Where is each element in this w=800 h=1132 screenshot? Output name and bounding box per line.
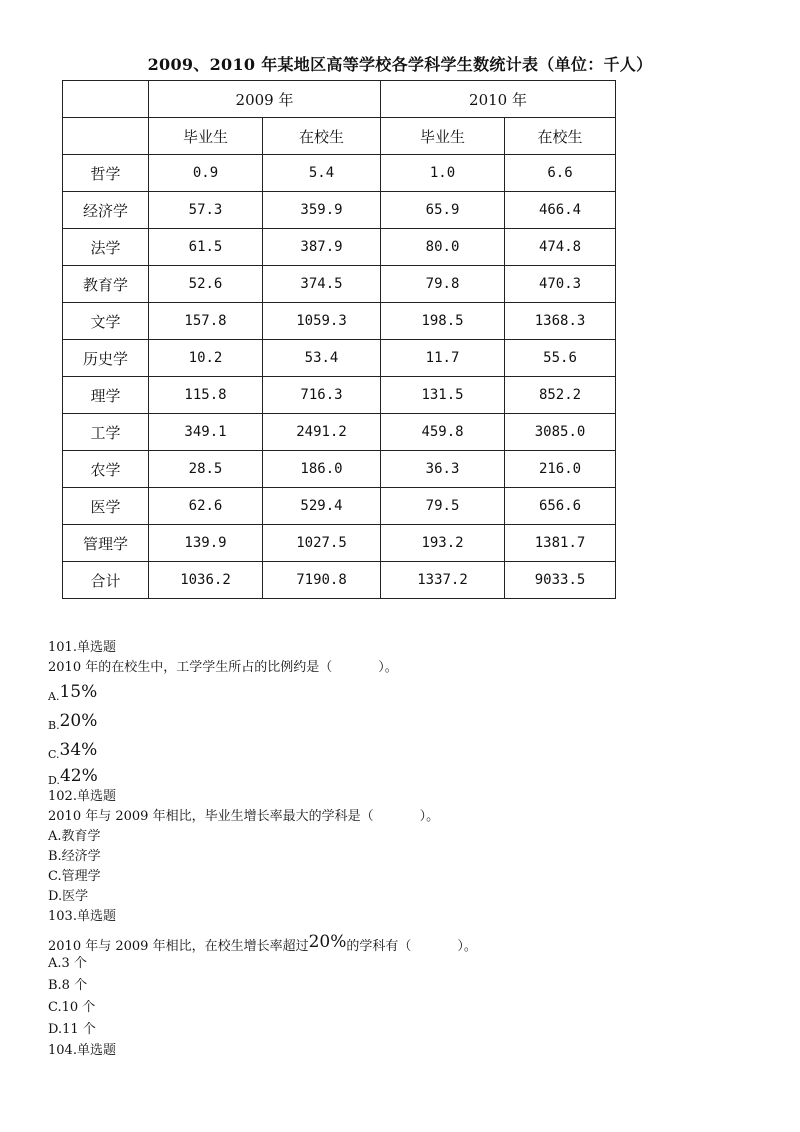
option-d[interactable]: D.医学 <box>48 889 89 904</box>
stem-text: 的学科有（ <box>346 939 412 954</box>
value-cell: 716.3 <box>263 377 381 414</box>
value-cell: 193.2 <box>381 525 505 562</box>
stem-text: 2010 年与 2009 年相比，毕业生增长率最大的学科是（ <box>48 809 374 824</box>
value-cell: 459.8 <box>381 414 505 451</box>
table-title: 2009、2010 年某地区高等学校各学科学生数统计表（单位：千人） <box>147 55 653 74</box>
value-cell: 5.4 <box>263 155 381 192</box>
sub-header: 毕业生 <box>381 118 505 155</box>
table-row <box>63 525 616 562</box>
option-c[interactable]: C.管理学 <box>48 869 101 884</box>
value-cell: 139.9 <box>149 525 263 562</box>
table-row <box>63 266 616 303</box>
option-a[interactable] <box>48 678 768 707</box>
value-cell: 53.4 <box>263 340 381 377</box>
option-a[interactable]: A.3 个 <box>48 956 87 971</box>
value-cell: 1337.2 <box>381 562 505 599</box>
value-cell: 79.8 <box>381 266 505 303</box>
value-cell: 55.6 <box>505 340 616 377</box>
value-cell: 1381.7 <box>505 525 616 562</box>
option-value: 42% <box>59 766 98 786</box>
value-cell: 656.6 <box>505 488 616 525</box>
option-value: 20% <box>59 711 98 731</box>
stem-text: ）。 <box>419 809 440 824</box>
value-cell: 1368.3 <box>505 303 616 340</box>
option-value: 15% <box>59 682 98 702</box>
value-cell: 9033.5 <box>505 562 616 599</box>
value-cell: 387.9 <box>263 229 381 266</box>
question-101-header: 101.单选题 <box>48 640 116 655</box>
subject-cell: 农学 <box>63 451 149 488</box>
year-2010-header: 2010 年 <box>381 81 616 118</box>
table-row <box>63 229 616 266</box>
value-cell: 57.3 <box>149 192 263 229</box>
value-cell: 62.6 <box>149 488 263 525</box>
value-cell: 466.4 <box>505 192 616 229</box>
value-cell: 11.7 <box>381 340 505 377</box>
question-102-header: 102.单选题 <box>48 789 116 804</box>
stem-text: 2010 年与 2009 年相比，在校生增长率超过 <box>48 939 309 954</box>
value-cell: 157.8 <box>149 303 263 340</box>
subject-cell: 教育学 <box>63 266 149 303</box>
option-b[interactable] <box>48 707 768 736</box>
table-body <box>63 155 616 599</box>
value-cell: 1036.2 <box>149 562 263 599</box>
value-cell: 474.8 <box>505 229 616 266</box>
question-103-header: 103.单选题 <box>48 909 116 924</box>
option-value: 34% <box>59 740 98 760</box>
table-row <box>63 155 616 192</box>
value-cell: 470.3 <box>505 266 616 303</box>
subject-cell: 哲学 <box>63 155 149 192</box>
value-cell: 186.0 <box>263 451 381 488</box>
value-cell: 52.6 <box>149 266 263 303</box>
subject-cell: 合计 <box>63 562 149 599</box>
question-104-header: 104.单选题 <box>48 1043 116 1058</box>
question-103-stem <box>48 927 768 953</box>
table-row <box>63 340 616 377</box>
subject-cell: 工学 <box>63 414 149 451</box>
table-row <box>63 414 616 451</box>
value-cell: 10.2 <box>149 340 263 377</box>
statistics-table <box>62 80 616 599</box>
option-prefix: A. <box>48 690 60 703</box>
subject-cell: 文学 <box>63 303 149 340</box>
option-d[interactable] <box>48 765 768 787</box>
option-c[interactable]: C.10 个 <box>48 1000 96 1015</box>
value-cell: 79.5 <box>381 488 505 525</box>
table-row <box>63 451 616 488</box>
subject-cell: 医学 <box>63 488 149 525</box>
table-row <box>63 192 616 229</box>
stem-text: 2010 年的在校生中，工学学生所占的比例约是（ <box>48 660 333 675</box>
sub-header: 在校生 <box>263 118 381 155</box>
option-b[interactable]: B.8 个 <box>48 978 88 993</box>
value-cell: 80.0 <box>381 229 505 266</box>
value-cell: 131.5 <box>381 377 505 414</box>
value-cell: 0.9 <box>149 155 263 192</box>
subject-cell: 历史学 <box>63 340 149 377</box>
option-c[interactable] <box>48 736 768 765</box>
stem-text: ）。 <box>457 939 477 954</box>
subject-cell: 管理学 <box>63 525 149 562</box>
table-row <box>63 562 616 599</box>
table-row <box>63 377 616 414</box>
corner-cell <box>63 81 149 118</box>
stem-percent: 20% <box>308 932 347 952</box>
value-cell: 349.1 <box>149 414 263 451</box>
option-prefix: C. <box>48 748 60 761</box>
question-101-stem <box>48 658 768 678</box>
value-cell: 216.0 <box>505 451 616 488</box>
value-cell: 852.2 <box>505 377 616 414</box>
value-cell: 65.9 <box>381 192 505 229</box>
sub-header-row <box>63 118 616 155</box>
option-d[interactable]: D.11 个 <box>48 1022 96 1037</box>
sub-header: 在校生 <box>505 118 616 155</box>
option-b[interactable]: B.经济学 <box>48 849 101 864</box>
value-cell: 1059.3 <box>263 303 381 340</box>
year-2009-header: 2009 年 <box>149 81 381 118</box>
value-cell: 61.5 <box>149 229 263 266</box>
value-cell: 36.3 <box>381 451 505 488</box>
sub-header: 毕业生 <box>149 118 263 155</box>
subject-cell: 法学 <box>63 229 149 266</box>
value-cell: 3085.0 <box>505 414 616 451</box>
value-cell: 374.5 <box>263 266 381 303</box>
value-cell: 115.8 <box>149 377 263 414</box>
value-cell: 7190.8 <box>263 562 381 599</box>
subject-cell: 经济学 <box>63 192 149 229</box>
value-cell: 2491.2 <box>263 414 381 451</box>
value-cell: 28.5 <box>149 451 263 488</box>
subject-cell: 理学 <box>63 377 149 414</box>
option-prefix: B. <box>48 719 60 732</box>
value-cell: 529.4 <box>263 488 381 525</box>
table-row <box>63 303 616 340</box>
value-cell: 6.6 <box>505 155 616 192</box>
stem-text: ）。 <box>378 660 398 675</box>
value-cell: 359.9 <box>263 192 381 229</box>
value-cell: 1.0 <box>381 155 505 192</box>
question-102-stem <box>48 807 768 827</box>
corner-cell-2 <box>63 118 149 155</box>
option-prefix: D. <box>48 774 60 787</box>
table-row <box>63 488 616 525</box>
option-a[interactable]: A.教育学 <box>48 829 101 844</box>
questions-section <box>48 638 768 1061</box>
value-cell: 198.5 <box>381 303 505 340</box>
value-cell: 1027.5 <box>263 525 381 562</box>
year-header-row <box>63 81 616 118</box>
